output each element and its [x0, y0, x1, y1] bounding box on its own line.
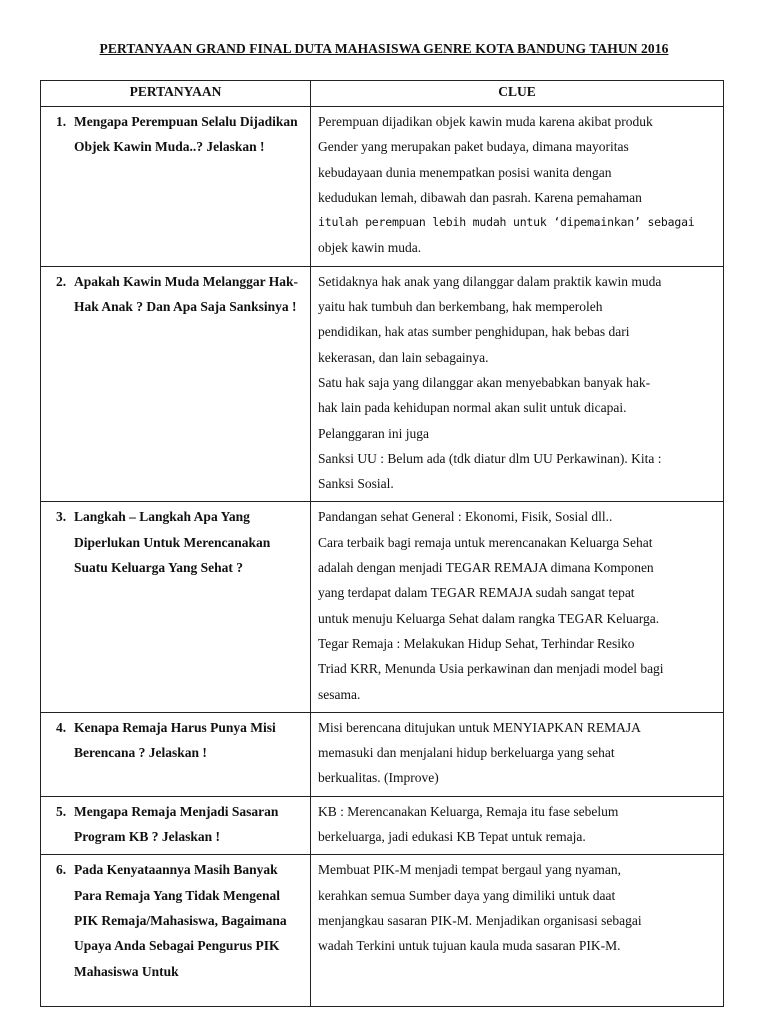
table-row	[41, 502, 724, 712]
question-text: Kenapa Remaja Harus Punya Misi Berencana ? Jelaskan !	[74, 719, 276, 761]
clue-line: yaitu hak tumbuh dan berkembang, hak memperoleh	[318, 299, 603, 315]
clue-line: Satu hak saja yang dilanggar akan menyebabkan banyak hak-	[318, 374, 651, 390]
clue-line: hak lain pada kehidupan normal akan sulit untuk dicapai.	[318, 400, 627, 416]
question-cell	[41, 855, 311, 1007]
clue-cell	[311, 855, 724, 1007]
question-cell	[41, 266, 311, 502]
clue-line: Cara terbaik bagi remaja untuk merencanakan Keluarga Sehat	[318, 534, 653, 550]
question-number: 6.	[56, 862, 67, 878]
clue-line: kekerasan, dan lain sebagainya.	[318, 349, 489, 365]
clue-line: menjangkau sasaran PIK-M. Menjadikan organisasi sebagai	[318, 912, 642, 928]
table-row	[41, 796, 724, 855]
clue-line: Setidaknya hak anak yang dilanggar dalam praktik kawin muda	[318, 273, 662, 289]
table-row	[41, 107, 724, 267]
question-number: 1.	[56, 114, 67, 129]
clue-cell	[311, 502, 724, 712]
question-cell	[41, 796, 311, 855]
clue-line: yang terdapat dalam TEGAR REMAJA sudah sangat tepat	[318, 585, 635, 601]
question-text: Mengapa Perempuan Selalu Dijadikan Objek Kawin Muda..? Jelaskan !	[74, 114, 298, 155]
clue-line: Misi berencana ditujukan untuk MENYIAPKAN REMAJA	[318, 719, 641, 735]
clue-line: Tegar Remaja : Melakukan Hidup Sehat, Terhindar Resiko	[318, 635, 635, 651]
clue-line: itulah perempuan lebih mudah untuk ‘dipemainkan’ sebagai	[318, 215, 695, 230]
clue-cell	[311, 796, 724, 855]
table-row	[41, 266, 724, 502]
clue-line: berkualitas. (Improve)	[318, 770, 439, 786]
question-number: 3.	[56, 509, 67, 525]
clue-cell	[311, 107, 724, 267]
clue-cell	[311, 712, 724, 796]
question-text: Pada Kenyataannya Masih Banyak Para Remaja Yang Tidak Mengenal PIK Remaja/Mahasiswa, Bagaimana Upaya Anda Sebagai Pengurus PIK Mahasiswa Untuk	[74, 862, 287, 979]
question-text: Apakah Kawin Muda Melanggar Hak-Hak Anak ? Dan Apa Saja Sanksinya !	[74, 273, 299, 315]
clue-line: Gender yang merupakan paket budaya, dimana mayoritas	[318, 139, 629, 155]
question-cell	[41, 107, 311, 267]
clue-line: Sanksi Sosial.	[318, 476, 394, 492]
clue-cell	[311, 266, 724, 502]
clue-line: objek kawin muda.	[318, 240, 422, 256]
clue-line: Sanksi UU : Belum ada (tdk diatur dlm UU Perkawinan). Kita :	[318, 450, 662, 466]
header-clue: CLUE	[311, 81, 724, 107]
question-text: Mengapa Remaja Menjadi Sasaran Program KB ? Jelaskan !	[74, 803, 279, 845]
clue-line: wadah Terkini untuk tujuan kaula muda sasaran PIK-M.	[318, 938, 621, 954]
question-number: 5.	[56, 803, 67, 819]
table-header-row	[41, 81, 724, 107]
questions-table	[40, 80, 724, 1007]
question-cell	[41, 712, 311, 796]
table-row	[41, 712, 724, 796]
clue-line: memasuki dan menjalani hidup berkeluarga yang sehat	[318, 745, 615, 761]
clue-line: adalah dengan menjadi TEGAR REMAJA dimana Komponen	[318, 560, 654, 576]
question-text: Langkah – Langkah Apa Yang Diperlukan Untuk Merencanakan Suatu Keluarga Yang Sehat ?	[74, 509, 271, 576]
question-number: 2.	[56, 273, 67, 289]
clue-line: kedudukan lemah, dibawah dan pasrah. Karena pemahaman	[318, 189, 642, 205]
clue-line: Perempuan dijadikan objek kawin muda karena akibat produk	[318, 114, 653, 129]
question-number: 4.	[56, 719, 67, 735]
clue-line: Triad KRR, Menunda Usia perkawinan dan menjadi model bagi	[318, 661, 664, 677]
table-row	[41, 855, 724, 1007]
clue-line: kerahkan semua Sumber daya yang dimiliki untuk daat	[318, 887, 616, 903]
clue-line: kebudayaan dunia menempatkan posisi wanita dengan	[318, 164, 612, 180]
clue-line: KB : Merencanakan Keluarga, Remaja itu fase sebelum	[318, 803, 619, 819]
document-title: PERTANYAAN GRAND FINAL DUTA MAHASISWA GENRE KOTA BANDUNG TAHUN 2016	[99, 41, 669, 56]
clue-line: pendidikan, hak atas sumber penghidupan, hak bebas dari	[318, 324, 630, 340]
clue-line: Pelanggaran ini juga	[318, 425, 429, 441]
header-question: PERTANYAAN	[41, 81, 311, 107]
clue-line: untuk menuju Keluarga Sehat dalam rangka TEGAR Keluarga.	[318, 610, 660, 626]
clue-line: berkeluarga, jadi edukasi KB Tepat untuk remaja.	[318, 829, 586, 845]
clue-line: Pandangan sehat General : Ekonomi, Fisik, Sosial dll..	[318, 509, 613, 525]
question-cell	[41, 502, 311, 712]
clue-line: sesama.	[318, 686, 361, 702]
clue-line: Membuat PIK-M menjadi tempat bergaul yang nyaman,	[318, 862, 622, 878]
